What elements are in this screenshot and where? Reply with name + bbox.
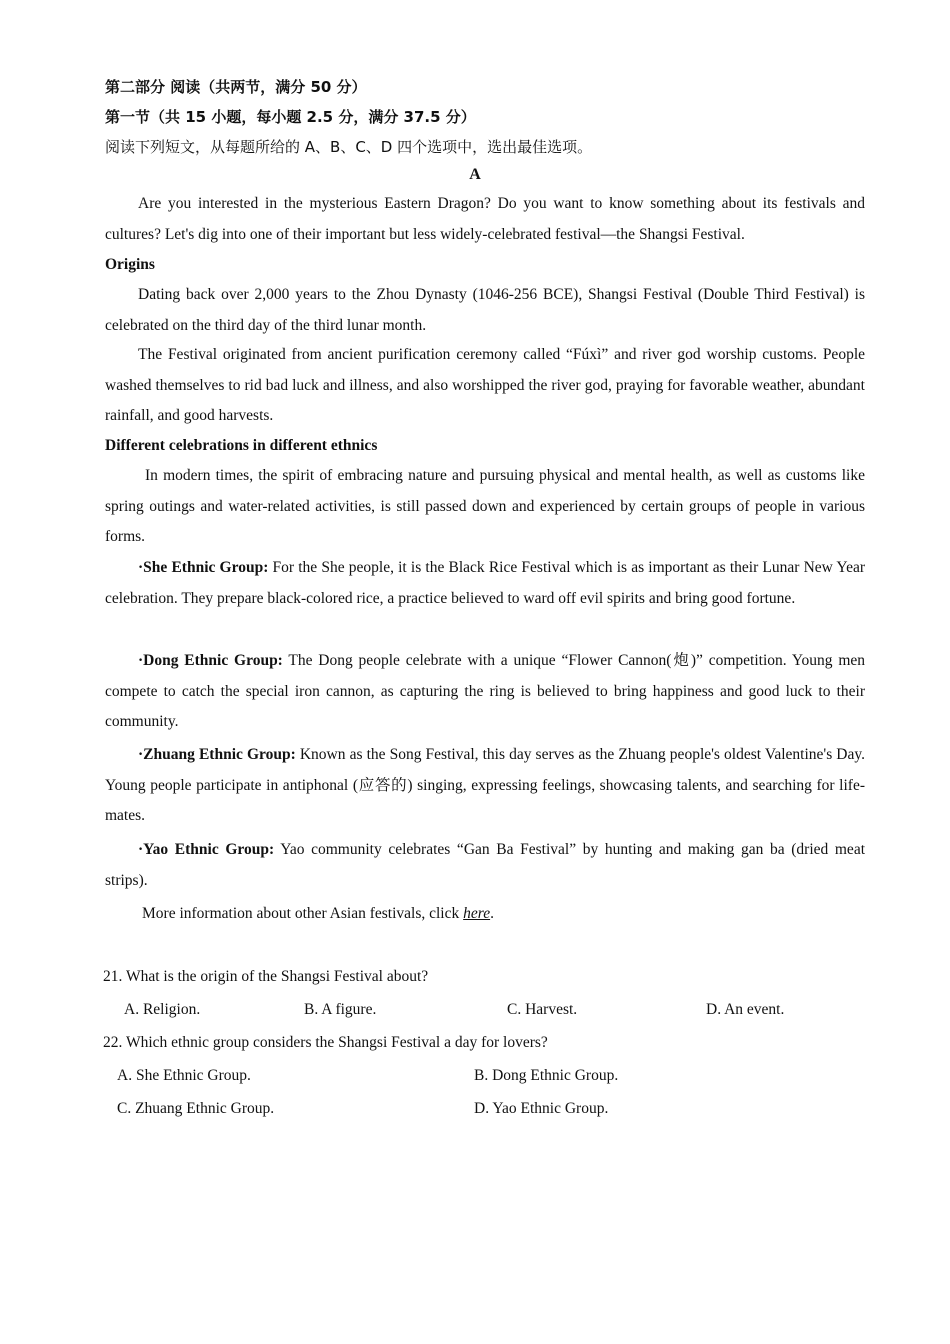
- part-heading: 第二部分 阅读（共两节，满分 50 分）: [105, 78, 367, 96]
- question-22-stem: 22. Which ethnic group considers the Shangsi Festival a day for lovers?: [103, 1034, 548, 1051]
- section-heading: 第一节（共 15 小题，每小题 2.5 分，满分 37.5 分）: [105, 108, 476, 126]
- dong-paragraph: [105, 646, 865, 738]
- dong-text: The Dong people celebrate with a unique “Flower Cannon(炮)” competition. Young men compete to catch the special iron cannon, as capturing the ring is believed to bring happiness and good luck to their community.: [105, 652, 866, 730]
- intro-paragraph: Are you interested in the mysterious Eastern Dragon? Do you want to know something about its festivals and cultures? Let's dig into one of their important but less widely-celebrated festival—the Shangsi Festival.: [105, 195, 865, 243]
- q22-option-c[interactable]: C. Zhuang Ethnic Group.: [117, 1100, 275, 1117]
- q22-option-d[interactable]: D. Yao Ethnic Group.: [474, 1100, 609, 1117]
- q21-option-a[interactable]: A. Religion.: [124, 1001, 201, 1018]
- yao-text: Yao community celebrates “Gan Ba Festival” by hunting and making gan ba (dried meat strips).: [105, 841, 866, 889]
- ethnics-heading: Different celebrations in different ethnics: [105, 437, 378, 454]
- q21-option-c[interactable]: C. Harvest.: [507, 1001, 578, 1018]
- yao-label: ·Yao Ethnic Group:: [138, 841, 275, 858]
- more-info-end: .: [490, 905, 494, 922]
- she-paragraph: [105, 553, 865, 614]
- modern-paragraph: In modern times, the spirit of embracing nature and pursuing physical and mental health, as well as customs like spring outings and water-related activities, is still passed down and experienced by certain groups of people in various forms.: [105, 467, 865, 545]
- question-21-stem: 21. What is the origin of the Shangsi Festival about?: [103, 968, 429, 985]
- q22-option-b[interactable]: B. Dong Ethnic Group.: [474, 1067, 619, 1084]
- zhuang-label: ·Zhuang Ethnic Group:: [138, 746, 296, 763]
- dong-label: ·Dong Ethnic Group:: [138, 652, 283, 669]
- q22-option-a[interactable]: A. She Ethnic Group.: [117, 1067, 251, 1084]
- zhuang-paragraph: [105, 740, 865, 832]
- she-text: For the She people, it is the Black Rice Festival which is as important as their Lunar New Year celebration. They prepare black-colored rice, a practice believed to ward off evil spirits and bring good fortune.: [105, 559, 865, 607]
- q21-option-d[interactable]: D. An event.: [706, 1001, 785, 1018]
- origins-paragraph-1: Dating back over 2,000 years to the Zhou Dynasty (1046-256 BCE), Shangsi Festival (Double Third Festival) is celebrated on the third day of the third lunar month.: [105, 286, 865, 334]
- q21-option-b[interactable]: B. A figure.: [304, 1001, 377, 1018]
- origins-heading: Origins: [105, 256, 155, 273]
- passage-letter: A: [469, 166, 481, 183]
- here-link[interactable]: here: [463, 905, 491, 922]
- zhuang-text: Known as the Song Festival, this day serves as the Zhuang people's oldest Valentine's Day. Young people participate in antiphonal (应答的) singing, expressing feelings, showcasing talents, and searching for life-mates.: [105, 746, 866, 824]
- she-label: ·She Ethnic Group:: [138, 559, 269, 576]
- origins-paragraph-2: The Festival originated from ancient purification ceremony called “Fúxì” and river god worship customs. People washed themselves to rid bad luck and illness, and also worshipped the river god, praying for favorable weather, abundant rainfall, and good harvests.: [105, 346, 865, 424]
- instruction-text: 阅读下列短文，从每题所给的 A、B、C、D 四个选项中，选出最佳选项。: [105, 138, 593, 156]
- more-info-text: More information about other Asian festivals, click: [142, 905, 464, 922]
- more-info-paragraph: [105, 899, 865, 930]
- yao-paragraph: [105, 835, 865, 896]
